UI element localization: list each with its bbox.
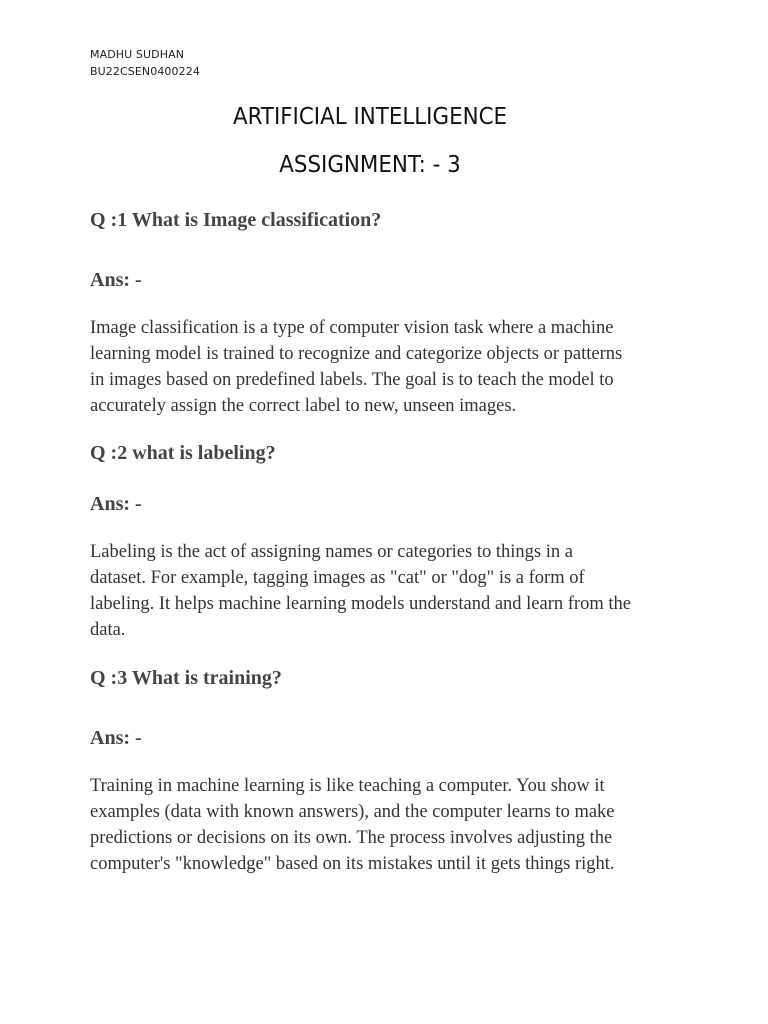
student-name: MADHU SUDHAN: [90, 48, 185, 61]
answer-3-line: Training in machine learning is like teaching a computer. You show it: [90, 776, 605, 796]
answer-label-1: Ans: -: [90, 269, 142, 291]
question-1: Q :1 What is Image classification?: [90, 209, 382, 231]
answer-1-line: Image classification is a type of computer vision task where a machine: [90, 318, 614, 338]
answer-2-line: dataset. For example, tagging images as "cat" or "dog" is a form of: [90, 568, 585, 588]
answer-3: [90, 773, 690, 877]
answer-label-2: Ans: -: [90, 493, 142, 515]
student-id: BU22CSEN0400224: [90, 65, 200, 78]
answer-3-line: examples (data with known answers), and the computer learns to make: [90, 802, 615, 822]
subject-title: ARTIFICIAL INTELLIGENCE: [232, 104, 508, 130]
question-2: Q :2 what is labeling?: [90, 442, 276, 464]
answer-1: [90, 315, 690, 419]
question-3: Q :3 What is training?: [90, 667, 282, 689]
answer-1-line: accurately assign the correct label to new, unseen images.: [90, 396, 517, 416]
answer-2-line: Labeling is the act of assigning names or categories to things in a: [90, 542, 573, 562]
answer-3-line: computer's "knowledge" based on its mistakes until it gets things right.: [90, 854, 615, 874]
answer-2-line: data.: [90, 620, 126, 640]
assignment-title: ASSIGNMENT: - 3: [279, 152, 461, 178]
answer-1-line: learning model is trained to recognize and categorize objects or patterns: [90, 344, 623, 364]
answer-2-line: labeling. It helps machine learning models understand and learn from the: [90, 594, 631, 614]
answer-label-3: Ans: -: [90, 727, 142, 749]
answer-1-line: in images based on predefined labels. The goal is to teach the model to: [90, 370, 614, 390]
answer-3-line: predictions or decisions on its own. The process involves adjusting the: [90, 828, 613, 848]
answer-2: [90, 539, 690, 643]
